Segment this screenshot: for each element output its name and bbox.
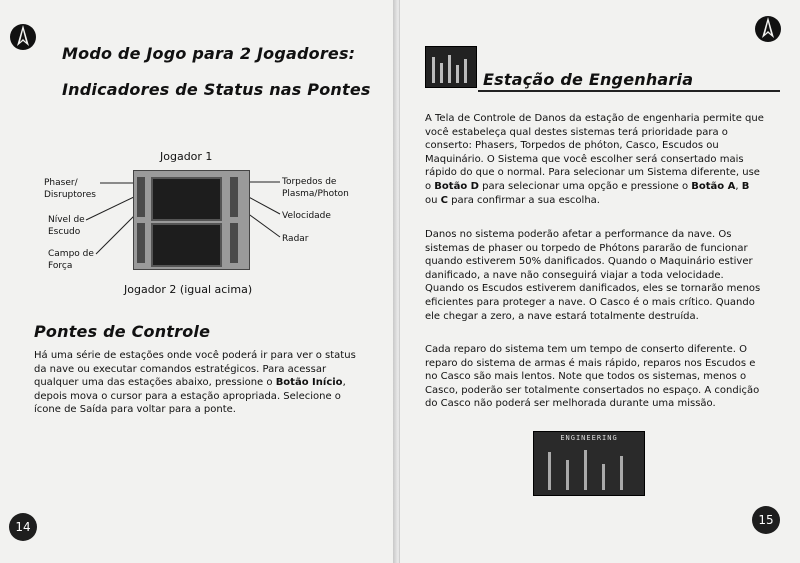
right-indicator-bottom <box>230 223 238 263</box>
slider-bar <box>456 65 459 83</box>
slider-bar <box>548 452 551 490</box>
section-paragraph: Há uma série de estações onde você poderá ir para ver o status da nave ou executar comandos estratégicos. Para acessar qualquer uma das estações abaixo, pressione o Botão Início, depois mova o cursor para a estação apropriada. Selecione o ícone de Saída para voltar para a ponte. <box>34 350 356 416</box>
paragraph-2: Danos no sistema poderão afetar a performance da nave. Os sistemas de phaser ou torpedo de Phótons pararão de funcionar quando estiverem 50% danificados. Quando o Maquinário estiver danificado, a nave não conseguirá viajar a toda velocidade. Quando os Escudos estiverem danificados, eles se tornarão menos eficientes para proteger a nave. O Casco é o mais crítico. Quando ele chegar a zero, a nave estará totalmente destruída. <box>425 229 761 322</box>
starfleet-emblem-icon <box>755 14 781 44</box>
right-indicator-top <box>230 177 238 217</box>
paragraph-1: A Tela de Controle de Danos da estação de engenharia permite que você estabeleça qual destes sistemas terá prioridade para o conserto: Phasers, Torpedos de phóton, Casco, Escudos ou Maquinário. O Sistema que você escolher será consertado mais rápido do que o normal. Para selecionar um Sistema diferente, use o Botão D para selecionar uma opção e pressione o Botão A, B ou C para confirmar a sua escolha. <box>425 113 764 206</box>
label-velocidade: Velocidade <box>282 211 331 221</box>
label-forca: Força <box>48 261 73 271</box>
slider-bar <box>432 57 435 83</box>
slider-bar <box>620 456 623 490</box>
label-plasma: Plasma/Photon <box>282 189 349 199</box>
slider-bar <box>448 55 451 83</box>
title-rule <box>478 90 780 92</box>
label-escudo: Escudo <box>48 227 81 237</box>
page-title: Modo de Jogo para 2 Jogadores: <box>62 44 356 63</box>
slider-bar <box>440 63 443 83</box>
player2-screen <box>151 223 222 267</box>
diagram-bottom-caption: Jogador 2 (igual acima) <box>124 283 253 296</box>
player1-screen <box>151 177 222 221</box>
page-subtitle: Indicadores de Status nas Pontes <box>62 80 371 99</box>
slider-bar <box>584 450 587 490</box>
label-torpedos: Torpedos de <box>282 177 337 187</box>
engineering-thumbnail <box>425 46 477 88</box>
left-indicator-bottom <box>137 223 145 263</box>
label-nivel: Nível de <box>48 215 85 225</box>
section-title: Pontes de Controle <box>34 322 211 341</box>
slider-bar <box>464 59 467 83</box>
label-phaser: Phaser/ <box>44 178 78 188</box>
label-disruptores: Disruptores <box>44 190 97 200</box>
panel-title: ENGINEERING <box>560 434 618 442</box>
bridge-status-diagram <box>133 170 250 270</box>
left-page <box>0 0 398 563</box>
slider-bar <box>566 460 569 490</box>
page-number: 15 <box>752 506 780 534</box>
label-campo: Campo de <box>48 249 94 259</box>
page-number: 14 <box>9 513 37 541</box>
label-radar: Radar <box>282 234 309 244</box>
diagram-top-caption: Jogador 1 <box>160 150 213 163</box>
engineering-panel <box>533 431 645 496</box>
slider-bar <box>602 464 605 490</box>
left-indicator-top <box>137 177 145 217</box>
right-page-title: Estação de Engenharia <box>483 70 694 89</box>
paragraph-3: Cada reparo do sistema tem um tempo de conserto diferente. O reparo do sistema de armas é mais rápido, reparos nos Escudos e no Casco são mais lentos. Note que todos os sistemas, menos o Casco, poderão ser totalmente consertados no espaço. A condição do Casco não poderá ser melhorada durante uma missão. <box>425 344 760 410</box>
